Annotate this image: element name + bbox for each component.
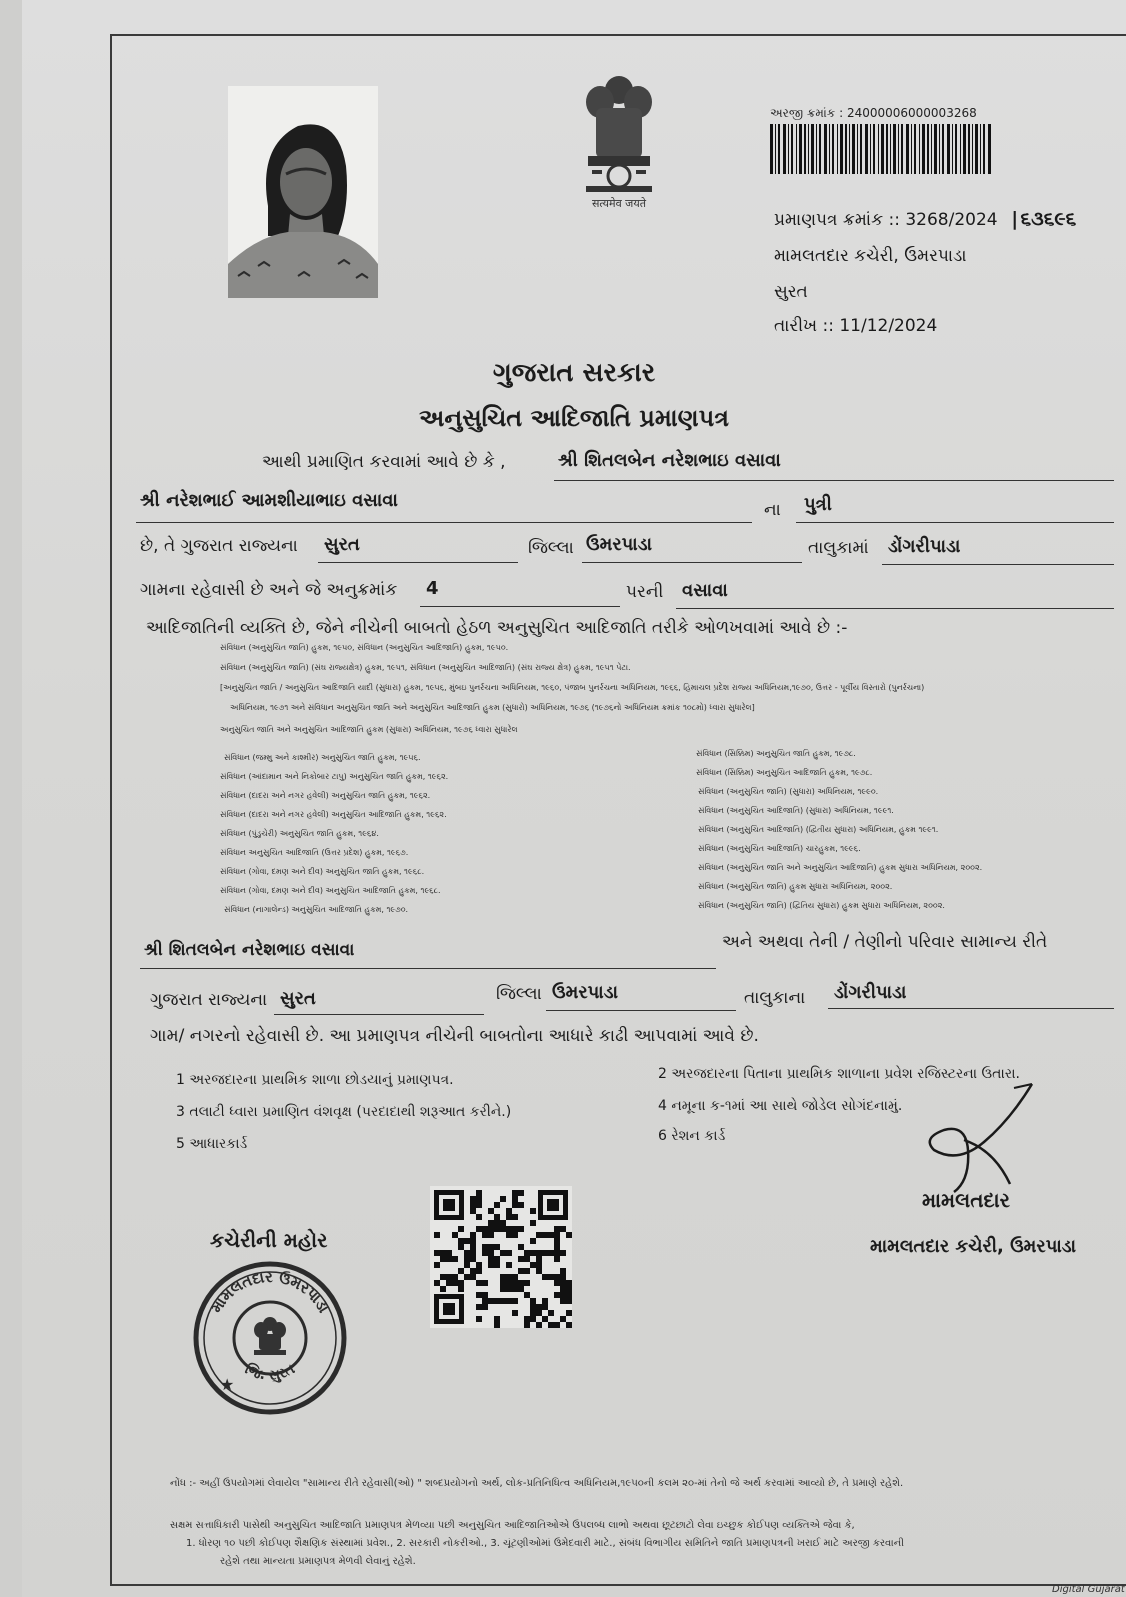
applicant-name: શ્રી શિતલબેન નરેશભાઇ વસાવા bbox=[558, 450, 781, 471]
par-label: પરની bbox=[626, 582, 664, 602]
underline bbox=[582, 562, 802, 563]
note-line: નોંધ :- અહીં ઉપયોગમાં લેવાયેલ "સામાન્ય રીતે રહેવાસી(ઓ) " શબ્દપ્રયોગનો અર્થ, લોક-પ્રતિનિધિત્વ અધિનિયમ,૧૯૫૦ની કલમ ૨૦-માં તેનો જે અર્થ કરવામાં આવ્યો છે, તે પ્રમાણે રહેશે. bbox=[170, 1478, 904, 1489]
rule-line: સંવિધાન (અનુસુચિત જાતિ) હુકમ, ૧૯૫૦, સંવિધાન (અનુસુચિત આદિજાતિ) હુકમ, ૧૯૫૦. bbox=[220, 643, 509, 652]
district-value: સુરત bbox=[324, 534, 360, 555]
underline bbox=[420, 606, 620, 607]
underline bbox=[546, 1010, 736, 1011]
rule-left: સંવિધાન (પુંડુચેરી) અનુસુચિત જાતિ હુકમ, ૧૯૬૪. bbox=[220, 829, 379, 838]
certificate-number bbox=[774, 208, 1076, 230]
signature-scribble bbox=[914, 1080, 1054, 1200]
residence-district-label: જિલ્લા bbox=[496, 984, 542, 1004]
document-item: 4 નમૂના ક-૧માં આ સાથે જોડેલ સોગંદનામું. bbox=[658, 1098, 903, 1114]
resident-text: ગામના રહેવાસી છે અને જે અનુક્રમાંક bbox=[140, 580, 398, 600]
office-seal-title: કચેરીની મહોર bbox=[210, 1228, 328, 1252]
rule-right: સંવિધાન (અનુસુચિત આદિજાતિ) (સુધારા) અધિનિયમ, ૧૯૯૧. bbox=[698, 806, 894, 815]
underline bbox=[136, 522, 752, 523]
document-item: 6 રેશન કાર્ડ bbox=[658, 1128, 726, 1144]
basis-text: ગામ/ નગરનો રહેવાસી છે. આ પ્રમાણપત્ર નીચેની બાબતોના આધારે કાઢી આપવામાં આવે છે. bbox=[150, 1026, 759, 1046]
rule-right: સંવિધાન (અનુસુચિત જાતિ) (દ્વિતિય સુધારા) હુકમ સુધારા અધિનિયમ, ૨૦૦૨. bbox=[698, 901, 945, 910]
rule-left: સંવિધાન (આંદામાન અને નિકોબાર ટાપુ) અનુસુચિત જાતિ હુકમ, ૧૯૬૨. bbox=[220, 772, 449, 781]
document-item: 2 અરજદારના પિતાના પ્રાથમિક શાળાના પ્રવેશ રજિસ્ટરના ઉતારા. bbox=[658, 1066, 1020, 1082]
rule-left: સંવિધાન (ગોવા, દમણ અને દીવ) અનુસુચિત જાતિ હુકમ, ૧૯૬૮. bbox=[220, 867, 425, 876]
residence-village-value: ડોંગરીપાડા bbox=[834, 982, 907, 1003]
note-line: 1. ધોરણ ૧૦ પછી કોઈપણ શૈક્ષણિક સંસ્થામાં પ્રવેશ., 2. સરકારી નોકરીઓ., 3. ચૂંટણીઓમાં ઉમેદવારી માટે., સંબંધ વિભાગીય સમિતિને જાતિ પ્રમાણપત્રની ખરાઈ માટે અરજી કરવાની bbox=[186, 1538, 905, 1549]
rule-line: સંવિધાન (અનુસુચિત જાતિ) (સંઘ રાજ્યક્ષેત્ર) હુકમ, ૧૯૫૧, સંવિધાન (અનુસુચિત આદિજાતિ) (સંઘ રાજ્ય ક્ષેત્ર) હુકમ, ૧૯૫૧ પેટા. bbox=[220, 663, 631, 672]
office-seal bbox=[190, 1258, 350, 1418]
village-value: ડોંગરીપાડા bbox=[888, 536, 961, 557]
document-item: 3 તલાટી ધ્વારા પ્રમાણિત વંશવૃક્ષ (પરદાદાથી શરૂઆત કરીને.) bbox=[176, 1104, 512, 1120]
taluka-label: તાલુકામાં bbox=[808, 538, 869, 558]
svg-text:જિ. સુરત bbox=[242, 1360, 297, 1384]
rule-right: સંવિધાન (સિક્કિમ) અનુસુચિત આદિજાતિ હુકમ, ૧૯૭૮. bbox=[696, 768, 873, 777]
seal-ring-bottom: જિ. સુરત bbox=[242, 1361, 298, 1385]
issue-date-value: 11/12/2024 bbox=[839, 316, 938, 336]
underline bbox=[882, 564, 1114, 565]
underline bbox=[318, 562, 518, 563]
qr-code bbox=[430, 1186, 572, 1328]
relation: પુત્રી bbox=[804, 494, 832, 515]
underline bbox=[676, 608, 1114, 609]
state-text: છે, તે ગુજરાત રાજ્યના bbox=[140, 536, 298, 556]
family-text: અને અથવા તેની / તેણીનો પરિવાર સામાન્ય રીતે bbox=[722, 932, 1048, 952]
certificate-number-value: 3268/2024 bbox=[905, 210, 998, 230]
footer-tag: Digital Gujarat bbox=[1052, 1584, 1125, 1595]
issue-date bbox=[774, 316, 937, 336]
rule-left: સંવિધાન (જમ્મુ અને કાશ્મીર) અનુસુચિત જાતિ હુકમ, ૧૯૫૬. bbox=[224, 753, 421, 762]
serial-value: 4 bbox=[426, 578, 439, 599]
underline bbox=[274, 1014, 484, 1015]
note-line: રહેશે તથા માન્યતા પ્રમાણપત્ર મેળવી લેવાનું રહેશે. bbox=[220, 1556, 416, 1567]
issue-date-label: તારીખ :: bbox=[774, 316, 834, 336]
state-label: ગુજરાત રાજ્યના bbox=[150, 990, 268, 1010]
signatory-office: મામલતદાર કચેરી, ઉમરપાડા bbox=[870, 1236, 1077, 1257]
underline bbox=[796, 522, 1114, 523]
certificate-sheet bbox=[22, 0, 1126, 1597]
applicant-photo bbox=[228, 86, 378, 298]
svg-text:મામલતદાર ઉમરપાડા bbox=[207, 1268, 333, 1316]
intro-text: આથી પ્રમાણિત કરવામાં આવે છે કે , bbox=[262, 452, 506, 472]
taluka-value: ઉમરપાડા bbox=[586, 534, 653, 555]
government-title: ગુજરાત સરકાર bbox=[492, 358, 656, 388]
rule-left: સંવિધાન અનુસુચિત આદિજાતિ (ઉત્તર પ્રદેશ) હુકમ, ૧૯૬૭. bbox=[220, 848, 409, 857]
document-item: 5 આધારકાર્ડ bbox=[176, 1136, 248, 1152]
rule-line: અનુસુચિત જાતિ અને અનુસુચિત આદિજાતિ હુકમ (સુધારા) અધિનિયમ, ૧૯૭૬ ધ્વારા સુધારેલ bbox=[220, 725, 518, 734]
signatory-title: મામલતદાર bbox=[922, 1188, 1010, 1212]
tribe-value: વસાવા bbox=[682, 580, 728, 601]
rule-right: સંવિધાન (અનુસુચિત જાતિ) હુકમ સુધારા અધિનિયમ, ૨૦૦૨. bbox=[698, 882, 893, 891]
seal-emblem-icon bbox=[254, 1317, 286, 1355]
rule-right: સંવિધાન (અનુસુચિત આદિજાતિ) ચારહુકમ, ૧૯૯૬. bbox=[698, 844, 861, 853]
rule-left: સંવિધાન (દાદરા અને નગર હવેલી) અનુસુચિત જાતિ હુકમ, ૧૯૬૨. bbox=[220, 791, 431, 800]
handwritten-number: |૬૩૬૯૬ bbox=[1009, 208, 1077, 230]
application-number: અરજી ક્રમાંક : 24000006000003268 bbox=[770, 106, 977, 120]
underline bbox=[828, 1008, 1114, 1009]
issuing-office: મામલતદાર કચેરી, ઉમરપાડા bbox=[774, 246, 967, 266]
seal-ring-top: મામલતદાર ઉમરપાડા bbox=[207, 1267, 333, 1317]
resident-name: શ્રી શિતલબેન નરેશભાઇ વસાવા bbox=[144, 940, 355, 960]
rule-right: સંવિધાન (સિક્કિમ) અનુસુચિત જાતિ હુકમ, ૧૯૭૮. bbox=[696, 749, 856, 758]
rule-right: સંવિધાન (અનુસુચિત જાતિ અને અનુસુચિત આદિજાતિ) હુકમ સુધારા અધિનિયમ, ૨૦૦૨. bbox=[698, 863, 983, 872]
note-line: સક્ષમ સત્તાધિકારી પાસેથી અનુસુચિત આદિજાતિ પ્રમાણપત્ર મેળવ્યા પછી અનુસુચિત આદિજાતિઓએ ઉપલબ્ધ લાભો અથવા છૂટછાટો લેવા ઇચ્છુક કોઈપણ વ્યક્તિએ જેવા કે, bbox=[170, 1520, 855, 1531]
residence-taluka-value: ઉમરપાડા bbox=[552, 982, 619, 1003]
underline bbox=[554, 480, 1114, 481]
father-name: શ્રી નરેશભાઈ આમશીયાભાઇ વસાવા bbox=[140, 490, 398, 511]
rule-left: સંવિધાન (ગોવા, દમણ અને દીવ) અનુસુચિત આદિજાતિ હુકમ, ૧૯૬૮. bbox=[220, 886, 441, 895]
issuing-city: સુરત bbox=[774, 282, 808, 302]
certificate-number-label: પ્રમાણપત્ર ક્રમાંક :: bbox=[774, 210, 900, 230]
rule-line: [અનુસુચિત જાતિ / અનુસુચિત આદિજાતિ યાદી (સુધારા) હુકમ, ૧૯૫૬, મુંબઇ પુનર્રચના અધિનિયમ, ૧૯૬૦, પંજાબ પુનર્રચના અધિનિયમ, ૧૯૬૬, હિમાચલ પ્રદેશ રાજ્ય અધિનિયમ,૧૯૭૦, ઉત્તર - પૂર્વીય વિસ્તારો (પુનર્રચના) bbox=[220, 683, 925, 692]
certificate-title: અનુસુચિત આદિજાતિ પ્રમાણપત્ર bbox=[419, 404, 729, 432]
residence-taluka-label: તાલુકાના bbox=[744, 988, 806, 1008]
rule-right: સંવિધાન (અનુસુચિત આદિજાતિ) (દ્વિતીય સુધારા) અધિનિયમ, હુકમ ૧૯૯૧. bbox=[698, 825, 939, 834]
residence-district-value: સુરત bbox=[280, 988, 316, 1009]
rule-left: સંવિધાન (નાગાલેન્ડ) અનુસુચિત આદિજાતિ હુકમ, ૧૯૭૦. bbox=[224, 905, 409, 914]
underline bbox=[140, 968, 716, 969]
document-item: 1 અરજદારના પ્રાથમિક શાળા છોડયાનું પ્રમાણપત્ર. bbox=[176, 1072, 454, 1088]
svg-text:★: ★ bbox=[220, 1375, 235, 1394]
na-label: ના bbox=[764, 500, 781, 520]
rule-left: સંવિધાન (દાદરા અને નગર હવેલી) અનુસુચિત આદિજાતિ હુકમ, ૧૯૬૨. bbox=[220, 810, 447, 819]
recognition-text: આદિજાતિની વ્યક્તિ છે, જેને નીચેની બાબતો હેઠળ અનુસુચિત આદિજાતિ તરીકે ઓળખવામાં આવે છે :- bbox=[146, 618, 848, 638]
rule-right: સંવિધાન (અનુસુચિત જાતિ) (સુધારા) અધિનિયમ, ૧૯૯૦. bbox=[698, 787, 879, 796]
rule-line: અધિનિયમ, ૧૯૭૧ અને સંવિધાન અનુસુચિત જાતિ અને અનુસુચિત આદિજાતિ હુકમ (સુધારો) અધિનિયમ, ૧૯૭૬ (૧૯૭૬નો અધિનિયમ ક્રમાંક ૧૦૮મો) ધ્વારા સુધારેલ] bbox=[230, 703, 755, 712]
emblem-caption: सत्यमेव जयते bbox=[591, 197, 646, 210]
district-label: જિલ્લા bbox=[528, 538, 574, 558]
barcode bbox=[770, 124, 992, 174]
